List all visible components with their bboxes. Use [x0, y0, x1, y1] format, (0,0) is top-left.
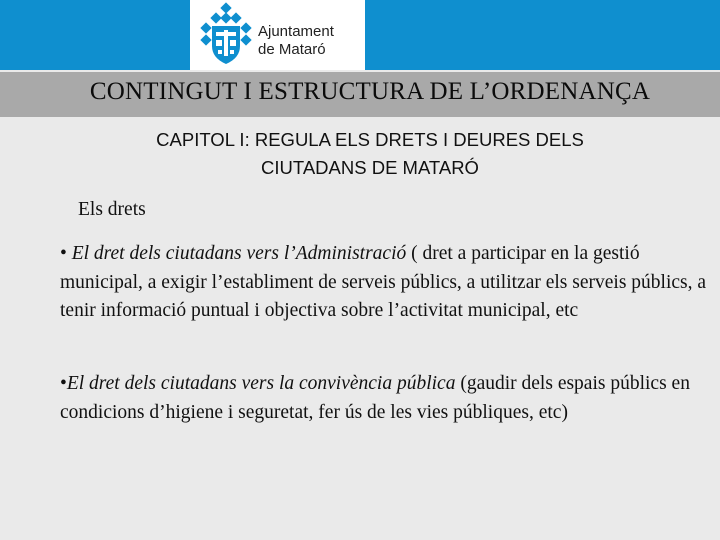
- bullet-italic-text: El dret dels ciutadans vers la convivència pública: [66, 373, 456, 394]
- section-heading: Els drets: [78, 199, 146, 220]
- bullet-item: [60, 370, 716, 427]
- slide-title: CONTINGUT I ESTRUCTURA DE L’ORDENANÇA: [89, 78, 651, 105]
- bullet-marker: •: [60, 373, 67, 394]
- bullet-italic-text: El dret dels ciutadans vers l’Administració: [71, 243, 407, 264]
- header-bar: [0, 0, 720, 70]
- logo: [190, 0, 365, 70]
- logo-line-2: de Mataró: [258, 41, 326, 58]
- bullet-text: (gaudir dels espais públics en condicions d’higiene i seguretat, fer ús de les vies públiques, etc): [60, 373, 690, 423]
- bullet-text: ( dret a participar en la gestió municipal, a exigir l’establiment de serveis públics, a utilitzar els serveis públics, a tenir informació puntual i objectiva sobre l’activitat municipal, etc: [60, 243, 707, 321]
- subtitle-line-1: CAPITOL I: REGULA ELS DRETS I DEURES DELS: [156, 129, 584, 150]
- bullet-marker: •: [60, 243, 67, 264]
- logo-text: [258, 23, 334, 59]
- logo-line-1: Ajuntament: [258, 23, 334, 40]
- slide-subtitle: [20, 126, 720, 182]
- subtitle-line-2: CIUTADANS DE MATARÓ: [261, 157, 479, 178]
- bullet-item: [60, 240, 716, 326]
- coat-of-arms-icon: [200, 2, 252, 68]
- title-band: [0, 72, 720, 117]
